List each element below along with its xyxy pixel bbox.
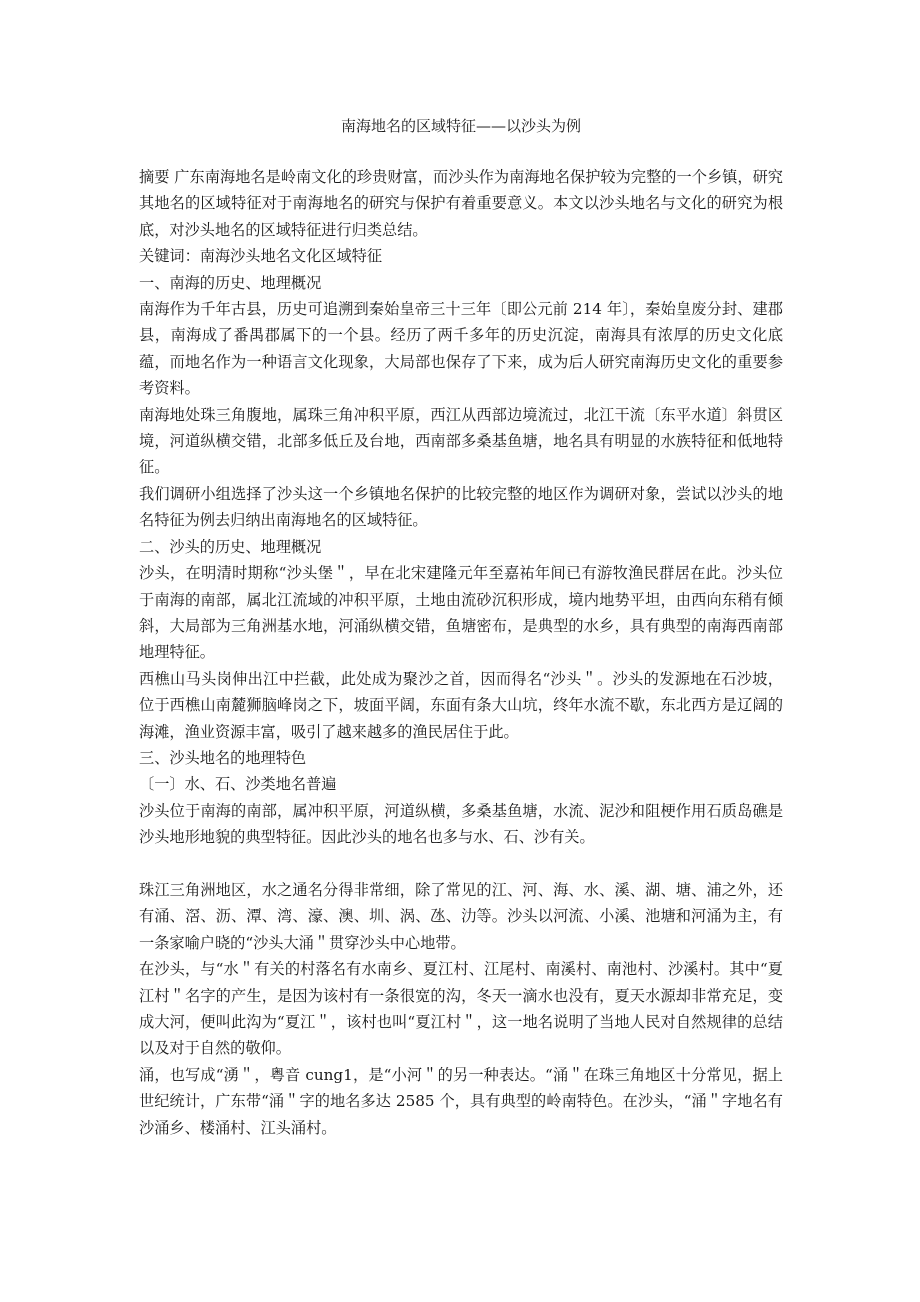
keywords-line: 关键词：南海沙头地名文化区域特征	[139, 247, 382, 266]
paragraph: 沙头，在明清时期称“沙头堡＂，早在北宋建隆元年至嘉祐年间已有游牧渔民群居在此。沙头位于南海的南部，属北江流域的冲积平原，土地由流砂沉积形成，境内地势平坦，由西向东稍有倾斜，大局部为三角洲基水地，河涌纵横交错，鱼塘密布，是典型的水乡，具有典型的南海西南部地理特征。	[139, 564, 783, 662]
paragraph: 涌，也写成“湧＂，粤音 cung1，是“小河＂的另一种表达。“涌＂在珠三角地区十分常见，据上世纪统计，广东带“涌＂字的地名多达 2585 个，具有典型的岭南特色。在沙头，“涌＂字地名有沙涌乡、楼涌村、江头涌村。	[139, 1065, 783, 1137]
document-page	[139, 110, 783, 1141]
subsection-heading: 〔一〕水、石、沙类地名普遍	[139, 775, 337, 794]
blank-line	[139, 851, 783, 877]
section-heading-3: 三、沙头地名的地理特色	[139, 748, 307, 767]
abstract-paragraph: 摘要 广东南海地名是岭南文化的珍贵财富，而沙头作为南海地名保护较为完整的一个乡镇，研究其地名的区域特征对于南海地名的研究与保护有着重要意义。本文以沙头地名与文化的研究为根底，对沙头地名的区域特征进行归类总结。	[139, 168, 783, 239]
paragraph: 我们调研小组选择了沙头这一个乡镇地名保护的比较完整的地区作为调研对象，尝试以沙头的地名特征为例去归纳出南海地名的区域特征。	[139, 484, 783, 530]
document-body	[139, 164, 783, 1141]
paragraph: 珠江三角洲地区，水之通名分得非常细，除了常见的江、河、海、水、溪、湖、塘、浦之外，还有涌、滘、沥、潭、湾、濠、澳、圳、涡、氹、氻等。沙头以河流、小溪、池塘和河涌为主，有一条家喻户晓的“沙头大涌＂贯穿沙头中心地带。	[139, 880, 783, 952]
paragraph: 沙头位于南海的南部，属冲积平原，河道纵横，多桑基鱼塘，水流、泥沙和阻梗作用石质岛礁是沙头地形地貌的典型特征。因此沙头的地名也多与水、石、沙有关。	[139, 801, 783, 847]
document-title: 南海地名的区域特征——以沙头为例	[340, 117, 581, 135]
paragraph: 南海地处珠三角腹地，属珠三角冲积平原，西江从西部边境流过，北江干流〔东平水道〕斜贯区境，河道纵横交错，北部多低丘及台地，西南部多桑基鱼塘，地名具有明显的水族特征和低地特征。	[139, 405, 783, 477]
paragraph: 在沙头，与“水＂有关的村落名有水南乡、夏江村、江尾村、南溪村、南池村、沙溪村。其中“夏江村＂名字的产生，是因为该村有一条很宽的沟，冬天一滴水也没有，夏天水源却非常充足，变成大河，便叫此沟为“夏江＂，该村也叫“夏江村＂，这一地名说明了当地人民对自然规律的总结以及对于自然的敬仰。	[139, 960, 783, 1058]
paragraph: 西樵山马头岗伸出江中拦截，此处成为聚沙之首，因而得名“沙头＂。沙头的发源地在石沙坡，位于西樵山南麓狮脑峰岗之下，坡面平阔，东面有条大山坑，终年水流不歇，东北西方是辽阔的海滩，渔业资源丰富，吸引了越来越多的渔民居住于此。	[139, 669, 783, 741]
paragraph: 南海作为千年古县，历史可追溯到秦始皇帝三十三年〔即公元前 214 年〕，秦始皇废分封、建郡县，南海成了番禺郡属下的一个县。经历了两千多年的历史沉淀，南海具有浓厚的历史文化底蕴，而地名作为一种语言文化现象，大局部也保存了下来，成为后人研究南海历史文化的重要参考资料。	[139, 300, 783, 398]
section-heading-2: 二、沙头的历史、地理概况	[139, 537, 322, 556]
section-heading-1: 一、南海的历史、地理概况	[139, 273, 322, 292]
